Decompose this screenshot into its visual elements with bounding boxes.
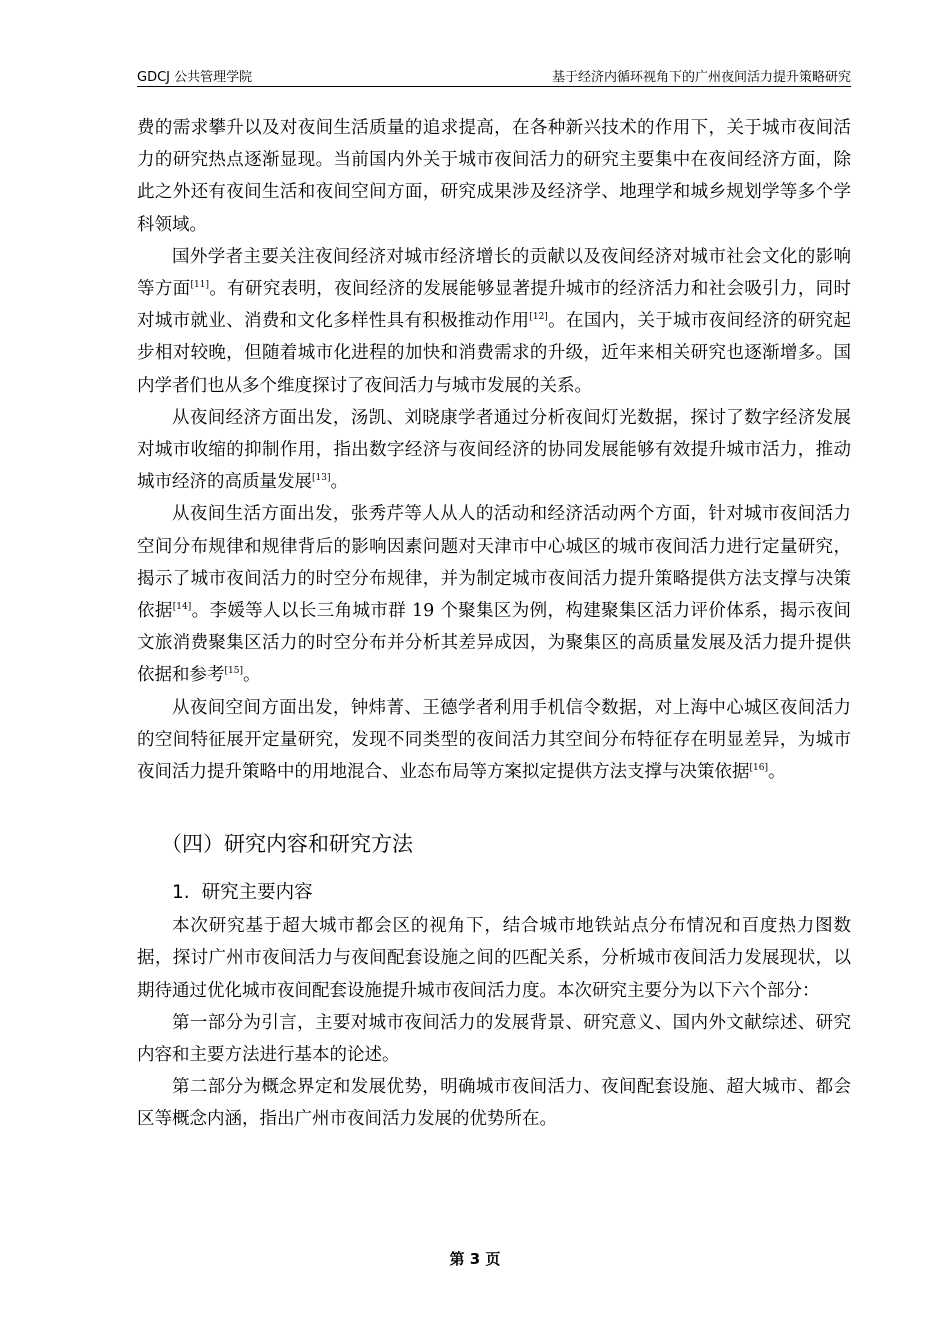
paragraph-foreign-research	[137, 241, 851, 402]
paragraph-text: 国外学者主要关注夜间经济对城市经济增长的贡献以及夜间经济对城市社会文化的影响等方面	[137, 246, 851, 300]
paragraph-text: 。有研究表明，夜间经济的发展能够显著提升城市的经济活力和社会吸引力，同时对城市就业、消费和文化多样性具有积极推动作用	[137, 279, 852, 332]
paragraph-text: 从夜间经济方面出发，汤凯、刘晓康学者通过分析夜间灯光数据，探讨了数字经济发展对城市收缩的抑制作用，指出数字经济与夜间经济的协同发展能够有效提升城市活力，推动城市经济的高质量发展	[137, 407, 851, 493]
paragraph-night-space	[137, 692, 851, 789]
paragraph-text: 。李媛等人以长三角城市群 19 个聚集区为例，构建聚集区活力评价体系，揭示夜间文旅消费聚集区活力的时空分布并分析其差异成因，为聚集区的高质量发展及活力提升提供依据和参考	[137, 601, 851, 686]
citation-ref: [13]	[312, 473, 331, 484]
paragraph-text: 从夜间生活方面出发，张秀芹等人从人的活动和经济活动两个方面，针对城市夜间活力空间分布规律和规律背后的影响因素问题对天津市中心城区的城市夜间活力进行定量研究，揭示了城市夜间活力的时空分布规律，并为制定城市夜间活力提升策略提供方法支撑与决策依据	[137, 504, 851, 622]
citation-ref: [12]	[529, 312, 548, 323]
page-number: 第 3 页	[449, 1250, 501, 1268]
subsection-title: 研究主要内容	[201, 882, 313, 904]
paragraph-night-life	[137, 498, 851, 691]
subsection-heading	[172, 876, 851, 910]
subsection-number: 1.	[172, 882, 190, 904]
paragraph-text: 。	[767, 762, 786, 783]
paragraph-text: 从夜间空间方面出发，钟炜菁、王德学者利用手机信令数据，对上海中心城区夜间活力的空间特征展开定量研究，发现不同类型的夜间活力其空间分布特征存在明显差异，为城市夜间活力提升策略中的用地混合、业态布局等方案拟定提供方法支撑与决策依据	[137, 697, 851, 783]
paragraph-text: 。	[330, 472, 348, 493]
citation-ref: [11]	[190, 280, 209, 291]
paragraph-research-overview: 本次研究基于超大城市都会区的视角下，结合城市地铁站点分布情况和百度热力图数据，探讨广州市夜间活力与夜间配套设施之间的匹配关系，分析城市夜间活力发展现状，以期待通过优化城市夜间配套设施提升城市夜间活力度。本次研究主要分为以下六个部分：	[137, 916, 851, 1001]
paragraph-part-two: 第二部分为概念界定和发展优势，明确城市夜间活力、夜间配套设施、超大城市、都会区等概念内涵，指出广州市夜间活力发展的优势所在。	[137, 1077, 851, 1130]
header-title: 基于经济内循环视角下的广州夜间活力提升策略研究	[551, 70, 851, 85]
section-heading: （四）研究内容和研究方法	[161, 832, 413, 857]
paragraph-text: 。在国内，关于城市夜间经济的研究起步相对较晚，但随着城市化进程的加快和消费需求的升级，近年来相关研究也逐渐增多。国内学者们也从多个维度探讨了夜间活力与城市发展的关系。	[137, 311, 852, 396]
paragraph-text: 费的需求攀升以及对夜间生活质量的追求提高，在各种新兴技术的作用下，关于城市夜间活力的研究热点逐渐显现。当前国内外关于城市夜间活力的研究主要集中在夜间经济方面，除此之外还有夜间生活和夜间空间方面，研究成果涉及经济学、地理学和城乡规划学等多个学科领域。	[137, 118, 851, 235]
citation-ref: [15]	[224, 666, 243, 677]
paragraph-part-one: 第一部分为引言，主要对城市夜间活力的发展背景、研究意义、国内外文献综述、研究内容和主要方法进行基本的论述。	[137, 1012, 851, 1066]
citation-ref: [14]	[172, 602, 192, 613]
paragraph-text: 。	[242, 665, 261, 686]
page-body	[137, 112, 851, 1136]
header-institution: GDCJ 公共管理学院	[137, 70, 253, 85]
citation-ref: [16]	[749, 763, 768, 774]
paragraph-night-economy	[137, 402, 851, 499]
paragraph-continuation	[137, 112, 851, 241]
page-header	[137, 64, 851, 87]
